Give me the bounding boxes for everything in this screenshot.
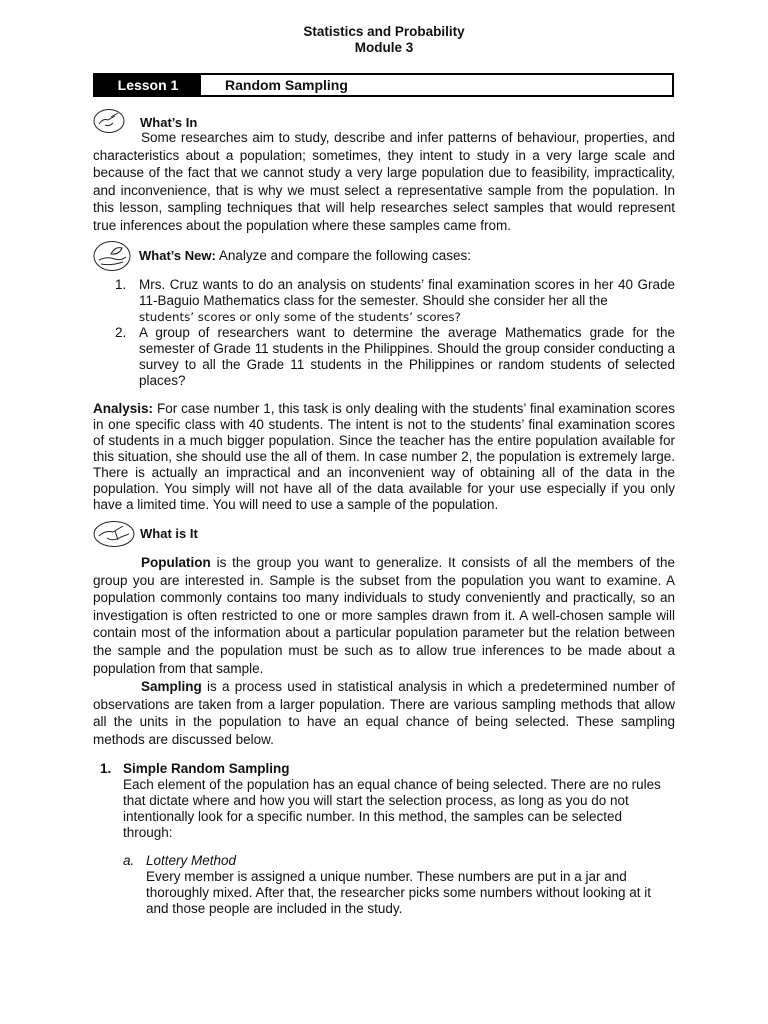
list-item-text: A group of researchers want to determine the average Mathematics grade for the semester of Grade 11 students in the Philippines. Should the group consider conducting a survey to all the Grade 11 students in the Philippines or random students of selected places? bbox=[139, 325, 675, 388]
whats-in-text: Some researches aim to study, describe and infer patterns of behaviour, properties, and characteristics about a population; sometimes, they intent to study in a very large scale and because of the fact that we cannot study a very large population due to feasibility, impracticality, and inconvenience, that is why we must select a representative sample from the population. In this lesson, sampling techniques that will help researches select samples that would represent true inferences about the population where these samples came from. bbox=[93, 130, 675, 233]
method-number: 1. bbox=[100, 761, 112, 776]
cases-list bbox=[93, 277, 675, 389]
whats-new-line bbox=[139, 248, 471, 264]
whats-new-intro: Analyze and compare the following cases: bbox=[215, 248, 471, 263]
list-item-number: 2. bbox=[115, 325, 127, 340]
lesson-banner bbox=[93, 73, 674, 97]
method-title: Simple Random Sampling bbox=[123, 761, 290, 776]
what-is-it-heading: What is It bbox=[140, 526, 198, 541]
lesson-number: Lesson 1 bbox=[95, 75, 201, 95]
analysis-paragraph bbox=[93, 401, 675, 513]
list-item-text: Mrs. Cruz wants to do an analysis on students’ final examination scores in her 40 Grade 11-Baguio Mathematics class for the semester. Should she consider her all the bbox=[139, 277, 675, 308]
analysis-label: Analysis: bbox=[93, 401, 154, 416]
sub-method-text: Every member is assigned a unique number. These numbers are put in a jar and thoroughly mixed. After that, the researcher picks some numbers without looking at it and those people are included in the study. bbox=[146, 869, 651, 916]
hand-pointing-icon bbox=[93, 520, 135, 548]
sub-method-letter: a. bbox=[123, 853, 135, 868]
population-term: Population bbox=[141, 555, 211, 570]
hand-leaf-icon bbox=[93, 240, 131, 272]
sampling-paragraph bbox=[93, 678, 675, 748]
subject-title: Statistics and Probability bbox=[303, 24, 465, 39]
list-item bbox=[93, 277, 675, 325]
sampling-text: is a process used in statistical analysis in which a predetermined number of observations are taken from a larger population. There are various sampling methods that allow all the units in the population to have an equal chance of being selected. These sampling methods are discussed below. bbox=[93, 679, 675, 747]
list-item-text-continued: students’ scores or only some of the students’ scores? bbox=[139, 310, 461, 324]
module-title: Module 3 bbox=[354, 40, 414, 55]
lesson-title: Random Sampling bbox=[225, 77, 348, 93]
analysis-text: For case number 1, this task is only dealing with the students’ final examination scores in one specific class with 40 students. The intent is not to the students’ final examination scores of students in a much bigger population. Since the teacher has the entire population available for this situation, she should use the all of them. In case number 2, the population is extremely large. There is actually an impractical and an inconvenient way of obtaining all of the data in the population. You simply will not have all of the data available for your use especially if you only have a limited time. You will need to use a sample of the population. bbox=[93, 401, 675, 512]
population-paragraph bbox=[93, 554, 675, 677]
whats-new-heading: What’s New: bbox=[139, 248, 216, 263]
whats-in-heading: What’s In bbox=[140, 115, 198, 130]
sampling-term: Sampling bbox=[141, 679, 202, 694]
sub-method-title: Lottery Method bbox=[146, 853, 237, 868]
method-text: Each element of the population has an equal chance of being selected. There are no rules that dictate where and how you will start the selection process, as long as you do not intentionally look for a specific number. In this method, the samples can be selected through: bbox=[123, 777, 661, 840]
list-item-number: 1. bbox=[115, 277, 127, 292]
population-text: is the group you want to generalize. It consists of all the members of the group you are interested in. Sample is the subset from the population you want to examine. A population commonly contains too many individuals to study conveniently and practically, so an investigation is often restricted to one or more samples drawn from it. A well-chosen sample will contain most of the information about a particular population parameter but the relation between the sample and the population must be such as to allow true inferences to be made about a population from that sample. bbox=[93, 555, 675, 676]
list-item bbox=[93, 325, 675, 389]
